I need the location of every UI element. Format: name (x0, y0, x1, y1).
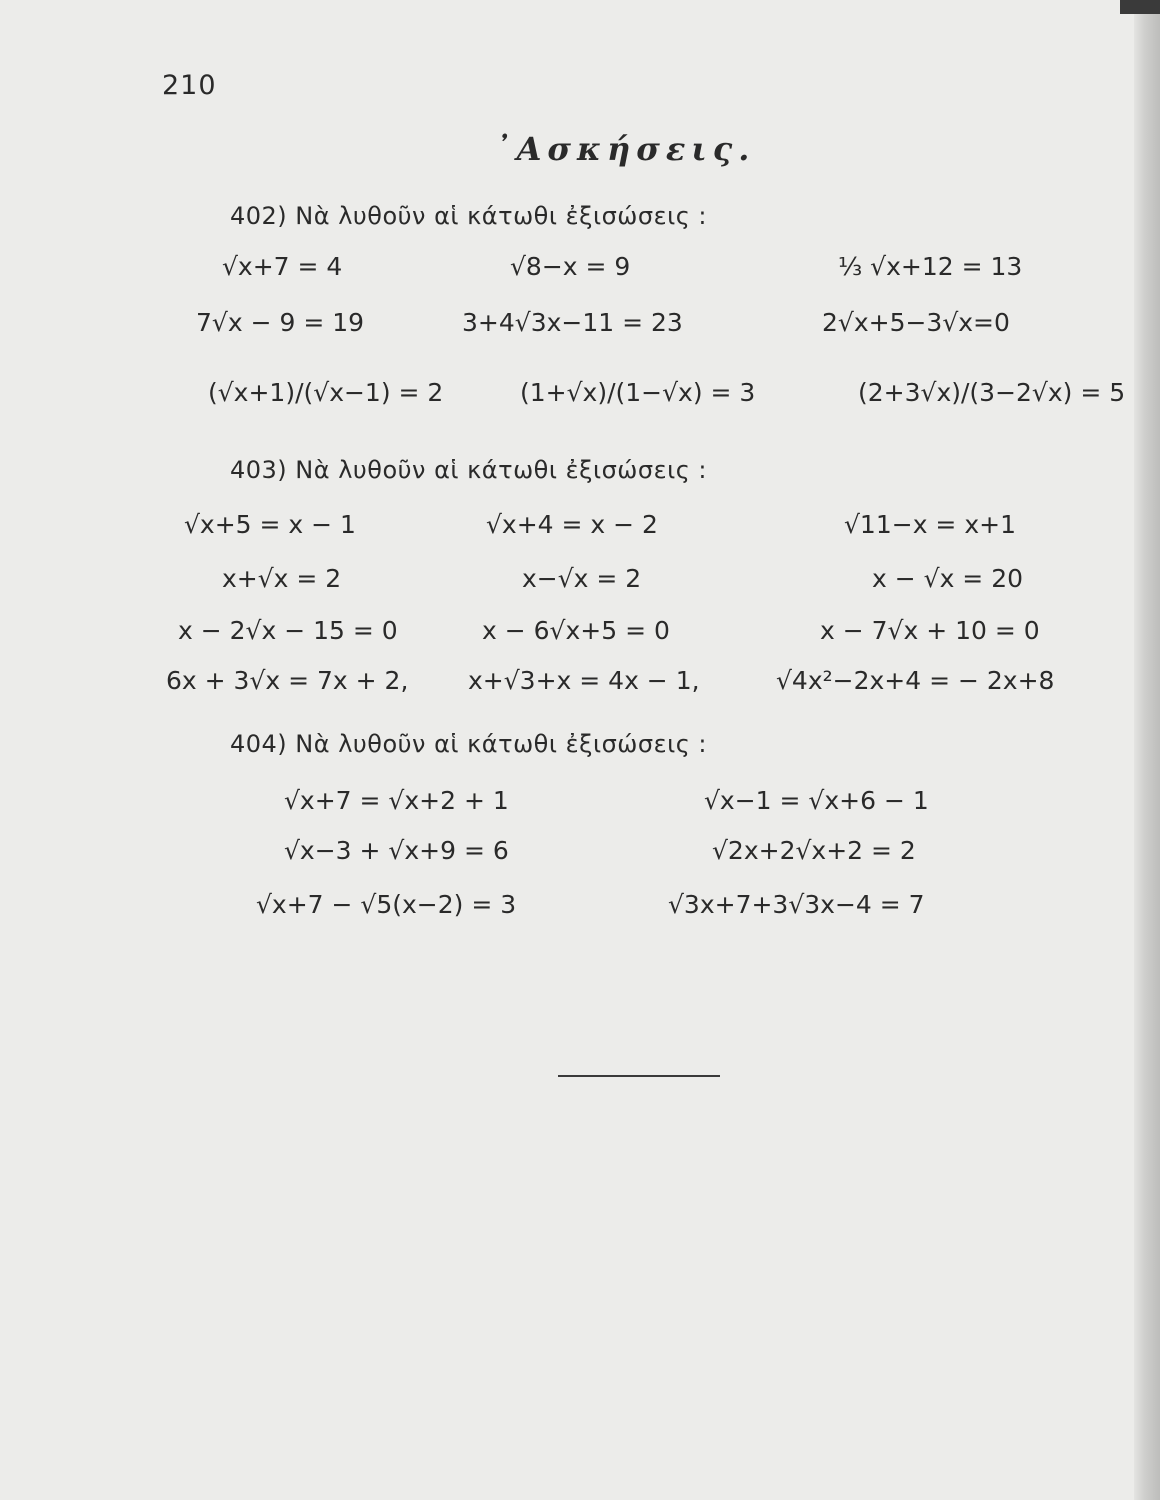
equation: x − √x = 20 (872, 564, 1024, 593)
page-corner (1120, 0, 1160, 14)
equation: x+√3+x = 4x − 1, (468, 666, 700, 695)
equation: √3x+7+3√3x−4 = 7 (668, 890, 925, 919)
equation: x − 2√x − 15 = 0 (178, 616, 398, 645)
equation: √x+7 = 4 (222, 252, 343, 281)
equation: √2x+2√x+2 = 2 (712, 836, 916, 865)
equation: 2√x+5−3√x=0 (822, 308, 1010, 337)
exercise-403-instruction: 403) Νὰ λυθοῦν αἱ κάτωθι ἐξισώσεις : (230, 456, 707, 484)
equation: (√x+1)/(√x−1) = 2 (208, 378, 444, 407)
equation: √4x²−2x+4 = − 2x+8 (776, 666, 1055, 695)
equation: √x+5 = x − 1 (184, 510, 356, 539)
page-number: 210 (162, 70, 217, 101)
equation: √x−3 + √x+9 = 6 (284, 836, 509, 865)
equation: √x+7 − √5(x−2) = 3 (256, 890, 517, 919)
equation: √11−x = x+1 (844, 510, 1016, 539)
exercise-402-instruction: 402) Νὰ λυθοῦν αἱ κάτωθι ἐξισώσεις : (230, 202, 707, 230)
equation: √x+7 = √x+2 + 1 (284, 786, 509, 815)
equation: 3+4√3x−11 = 23 (462, 308, 683, 337)
section-heading: ᾿Ασκήσεις. (494, 130, 756, 168)
equation: x−√x = 2 (522, 564, 642, 593)
exercise-404-instruction: 404) Νὰ λυθοῦν αἱ κάτωθι ἐξισώσεις : (230, 730, 707, 758)
page-edge-shadow (1134, 0, 1160, 1500)
equation: √x+4 = x − 2 (486, 510, 658, 539)
equation: √x−1 = √x+6 − 1 (704, 786, 929, 815)
equation: x+√x = 2 (222, 564, 342, 593)
equation: √8−x = 9 (510, 252, 631, 281)
equation: (2+3√x)/(3−2√x) = 5 (858, 378, 1126, 407)
equation: x − 7√x + 10 = 0 (820, 616, 1040, 645)
equation: 7√x − 9 = 19 (196, 308, 365, 337)
equation: 6x + 3√x = 7x + 2, (166, 666, 409, 695)
equation: ⅓ √x+12 = 13 (838, 252, 1023, 281)
equation: (1+√x)/(1−√x) = 3 (520, 378, 756, 407)
end-rule (558, 1075, 720, 1077)
equation: x − 6√x+5 = 0 (482, 616, 670, 645)
